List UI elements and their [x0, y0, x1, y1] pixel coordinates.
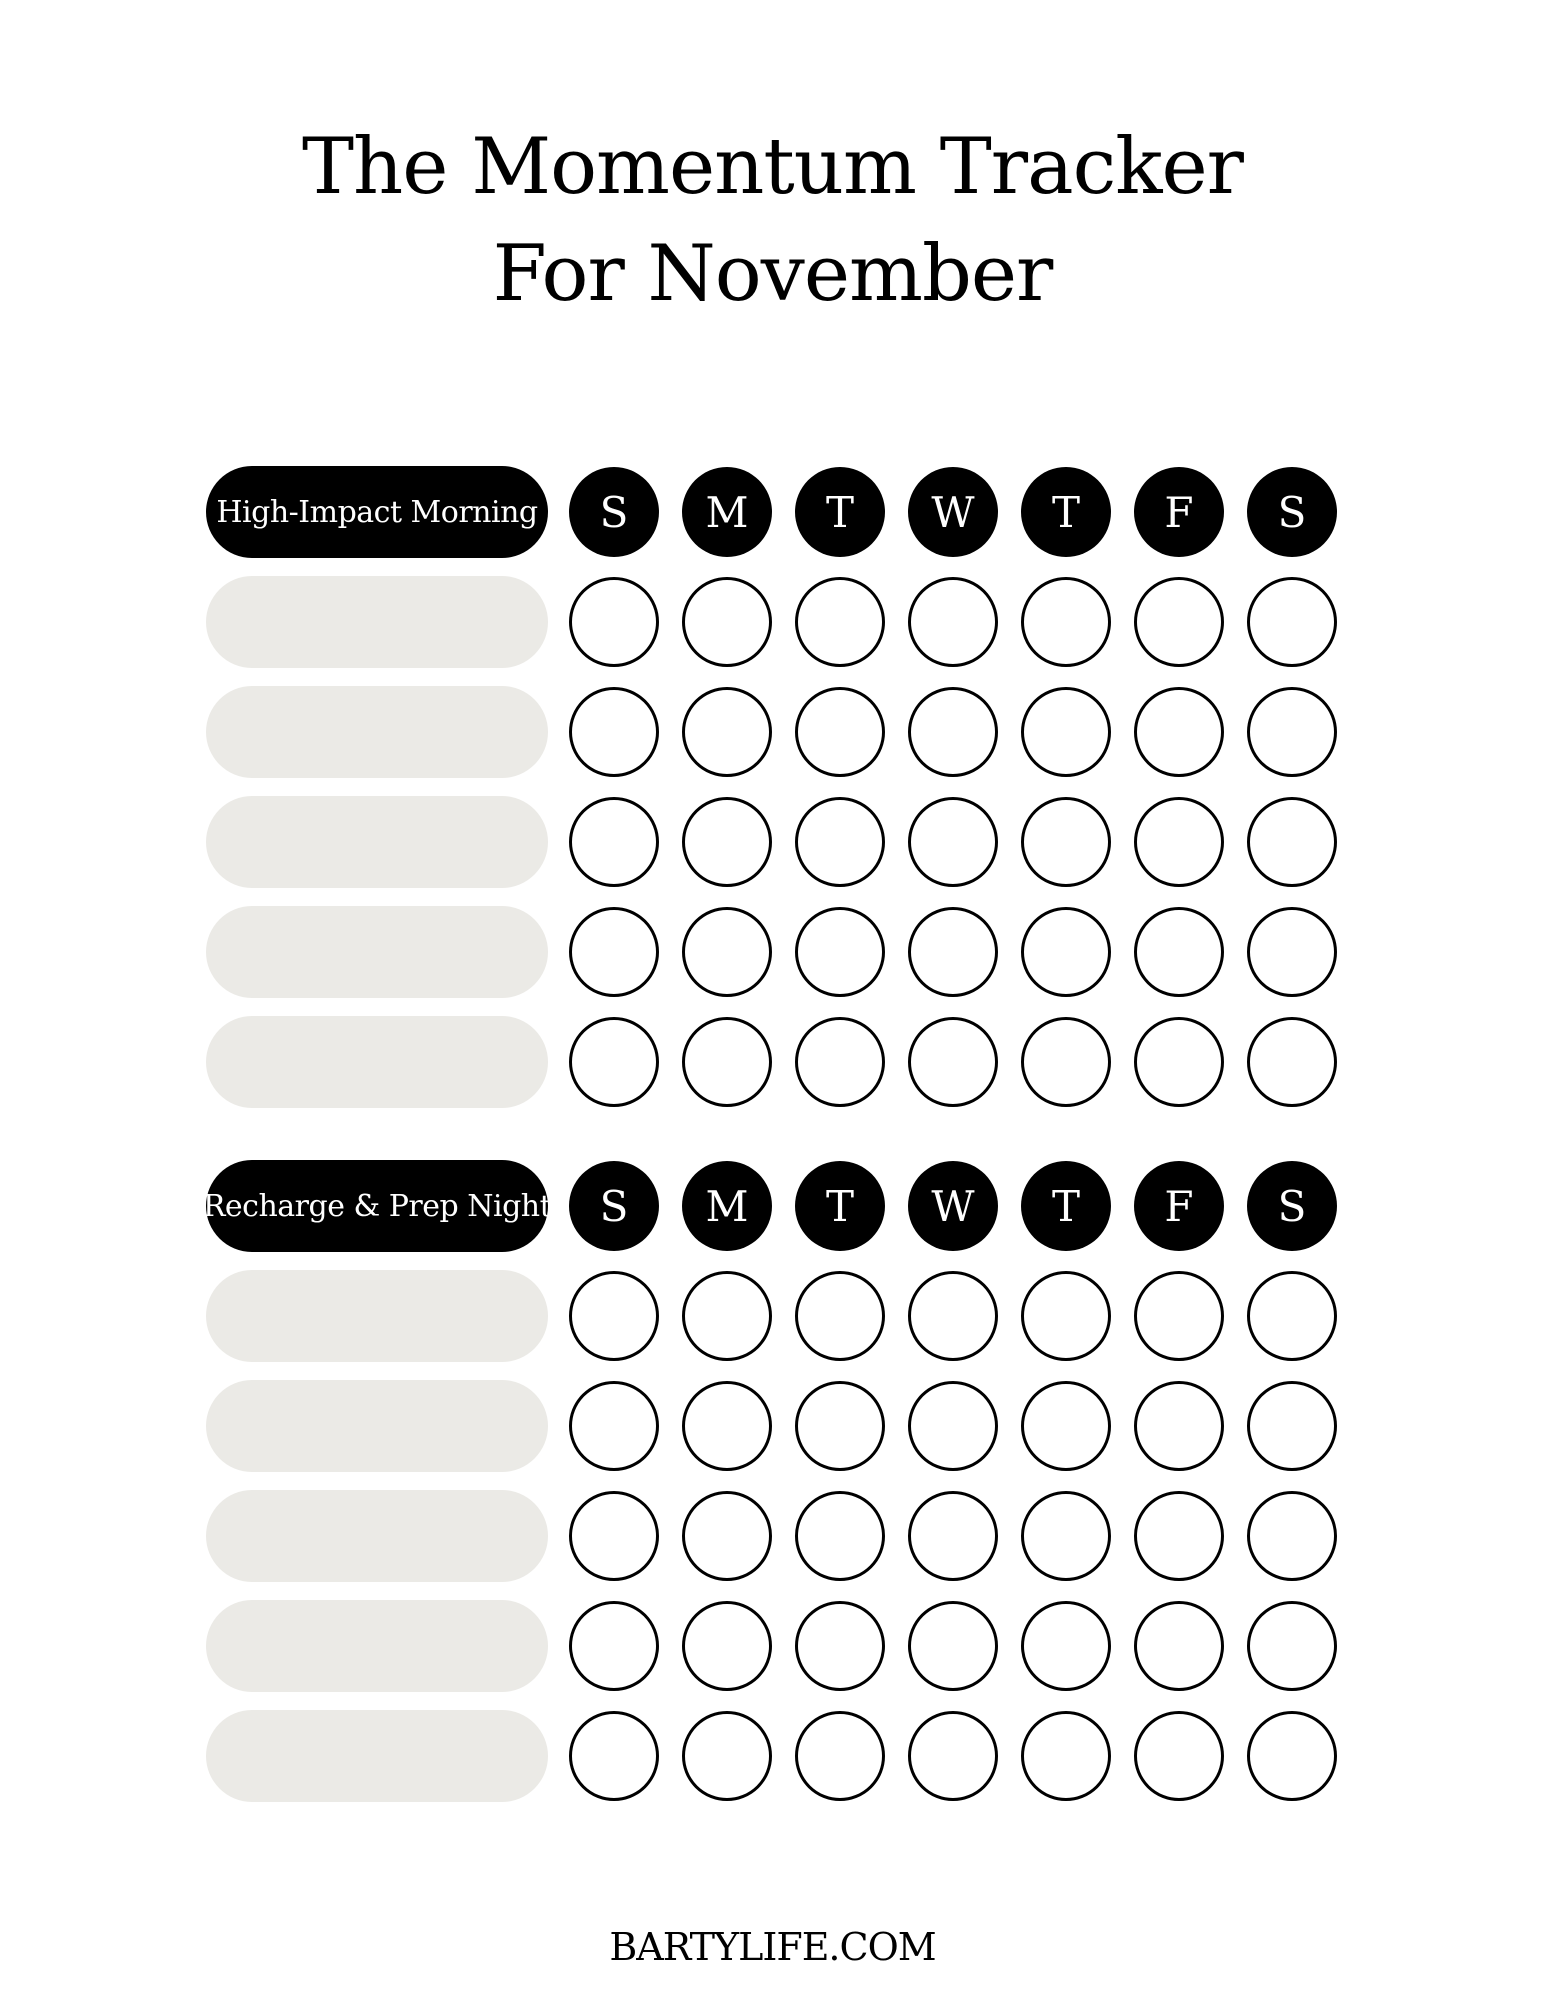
checkbox-circle-icon[interactable]	[569, 577, 659, 667]
section-header-row	[206, 466, 1336, 558]
checkbox-circle-icon[interactable]	[1247, 687, 1337, 777]
checkbox-circle-icon[interactable]	[569, 1017, 659, 1107]
checkbox-circle-icon[interactable]	[1134, 1711, 1224, 1801]
day-header-tuesday: T	[795, 1161, 885, 1251]
day-header-sunday: S	[569, 1161, 659, 1251]
day-header-friday: F	[1134, 467, 1224, 557]
section-label: High-Impact Morning	[206, 466, 548, 558]
habit-row	[206, 1016, 1336, 1108]
checkbox-circle-icon[interactable]	[682, 1491, 772, 1581]
habit-row	[206, 686, 1336, 778]
checkbox-circle-icon[interactable]	[682, 1711, 772, 1801]
day-header-monday: M	[682, 1161, 772, 1251]
checkbox-circle-icon[interactable]	[569, 907, 659, 997]
habit-row	[206, 1270, 1336, 1362]
checkbox-circle-icon[interactable]	[1021, 1711, 1111, 1801]
checkbox-circle-icon[interactable]	[1247, 1017, 1337, 1107]
checkbox-circle-icon[interactable]	[569, 1381, 659, 1471]
day-header-wednesday: W	[908, 467, 998, 557]
day-header-sunday: S	[569, 467, 659, 557]
page-title-line2: For November	[492, 229, 1053, 319]
habit-name-field[interactable]	[206, 1016, 548, 1108]
checkbox-circle-icon[interactable]	[795, 907, 885, 997]
checkbox-circle-icon[interactable]	[1134, 1491, 1224, 1581]
checkbox-circle-icon[interactable]	[1021, 907, 1111, 997]
habit-name-field[interactable]	[206, 906, 548, 998]
habit-row	[206, 1600, 1336, 1692]
checkbox-circle-icon[interactable]	[1134, 1601, 1224, 1691]
checkbox-circle-icon[interactable]	[1021, 1271, 1111, 1361]
checkbox-circle-icon[interactable]	[795, 797, 885, 887]
checkbox-circle-icon[interactable]	[1021, 1491, 1111, 1581]
checkbox-circle-icon[interactable]	[795, 1017, 885, 1107]
checkbox-circle-icon[interactable]	[908, 1017, 998, 1107]
day-header-saturday: S	[1247, 467, 1337, 557]
habit-name-field[interactable]	[206, 576, 548, 668]
day-header-friday: F	[1134, 1161, 1224, 1251]
checkbox-circle-icon[interactable]	[908, 1381, 998, 1471]
habit-row	[206, 1380, 1336, 1472]
habit-row	[206, 1710, 1336, 1802]
checkbox-circle-icon[interactable]	[1021, 577, 1111, 667]
habit-row	[206, 576, 1336, 668]
checkbox-circle-icon[interactable]	[795, 1491, 885, 1581]
checkbox-circle-icon[interactable]	[682, 797, 772, 887]
checkbox-circle-icon[interactable]	[795, 687, 885, 777]
checkbox-circle-icon[interactable]	[908, 1711, 998, 1801]
checkbox-circle-icon[interactable]	[908, 797, 998, 887]
checkbox-circle-icon[interactable]	[908, 907, 998, 997]
habit-name-field[interactable]	[206, 1710, 548, 1802]
habit-name-field[interactable]	[206, 796, 548, 888]
checkbox-circle-icon[interactable]	[569, 1491, 659, 1581]
checkbox-circle-icon[interactable]	[908, 1601, 998, 1691]
section-label: Recharge & Prep Night	[206, 1160, 548, 1252]
checkbox-circle-icon[interactable]	[682, 687, 772, 777]
checkbox-circle-icon[interactable]	[569, 797, 659, 887]
checkbox-circle-icon[interactable]	[1021, 1017, 1111, 1107]
checkbox-circle-icon[interactable]	[682, 1017, 772, 1107]
checkbox-circle-icon[interactable]	[1021, 1601, 1111, 1691]
checkbox-circle-icon[interactable]	[1134, 797, 1224, 887]
habit-row	[206, 1490, 1336, 1582]
checkbox-circle-icon[interactable]	[682, 1271, 772, 1361]
checkbox-circle-icon[interactable]	[1247, 907, 1337, 997]
checkbox-circle-icon[interactable]	[908, 577, 998, 667]
checkbox-circle-icon[interactable]	[682, 1601, 772, 1691]
checkbox-circle-icon[interactable]	[1247, 1601, 1337, 1691]
section-header-row	[202, 1160, 1336, 1252]
checkbox-circle-icon[interactable]	[569, 1601, 659, 1691]
footer-website: BARTYLIFE.COM	[609, 1925, 936, 1969]
checkbox-circle-icon[interactable]	[1134, 1271, 1224, 1361]
checkbox-circle-icon[interactable]	[1134, 577, 1224, 667]
checkbox-circle-icon[interactable]	[1247, 797, 1337, 887]
checkbox-circle-icon[interactable]	[569, 687, 659, 777]
day-header-saturday: S	[1247, 1161, 1337, 1251]
habit-name-field[interactable]	[206, 686, 548, 778]
day-header-wednesday: W	[908, 1161, 998, 1251]
habit-name-field[interactable]	[206, 1600, 548, 1692]
checkbox-circle-icon[interactable]	[682, 907, 772, 997]
day-header-thursday: T	[1021, 467, 1111, 557]
checkbox-circle-icon[interactable]	[1021, 1381, 1111, 1471]
habit-name-field[interactable]	[206, 1380, 548, 1472]
habit-name-field[interactable]	[206, 1490, 548, 1582]
checkbox-circle-icon[interactable]	[569, 1271, 659, 1361]
habit-row	[206, 796, 1336, 888]
checkbox-circle-icon[interactable]	[1134, 687, 1224, 777]
checkbox-circle-icon[interactable]	[1134, 907, 1224, 997]
checkbox-circle-icon[interactable]	[1134, 1381, 1224, 1471]
day-header-monday: M	[682, 467, 772, 557]
checkbox-circle-icon[interactable]	[908, 687, 998, 777]
checkbox-circle-icon[interactable]	[682, 1381, 772, 1471]
checkbox-circle-icon[interactable]	[795, 1271, 885, 1361]
checkbox-circle-icon[interactable]	[1021, 797, 1111, 887]
checkbox-circle-icon[interactable]	[795, 1381, 885, 1471]
checkbox-circle-icon[interactable]	[795, 577, 885, 667]
checkbox-circle-icon[interactable]	[795, 1601, 885, 1691]
day-header-tuesday: T	[795, 467, 885, 557]
checkbox-circle-icon[interactable]	[908, 1491, 998, 1581]
checkbox-circle-icon[interactable]	[1247, 1381, 1337, 1471]
checkbox-circle-icon[interactable]	[569, 1711, 659, 1801]
habit-row	[206, 906, 1336, 998]
checkbox-circle-icon[interactable]	[1247, 577, 1337, 667]
page-title-line1: The Momentum Tracker	[302, 122, 1243, 212]
checkbox-circle-icon[interactable]	[1247, 1271, 1337, 1361]
checkbox-circle-icon[interactable]	[682, 577, 772, 667]
habit-name-field[interactable]	[206, 1270, 548, 1362]
checkbox-circle-icon[interactable]	[908, 1271, 998, 1361]
checkbox-circle-icon[interactable]	[795, 1711, 885, 1801]
day-header-thursday: T	[1021, 1161, 1111, 1251]
checkbox-circle-icon[interactable]	[1021, 687, 1111, 777]
checkbox-circle-icon[interactable]	[1247, 1491, 1337, 1581]
checkbox-circle-icon[interactable]	[1247, 1711, 1337, 1801]
checkbox-circle-icon[interactable]	[1134, 1017, 1224, 1107]
